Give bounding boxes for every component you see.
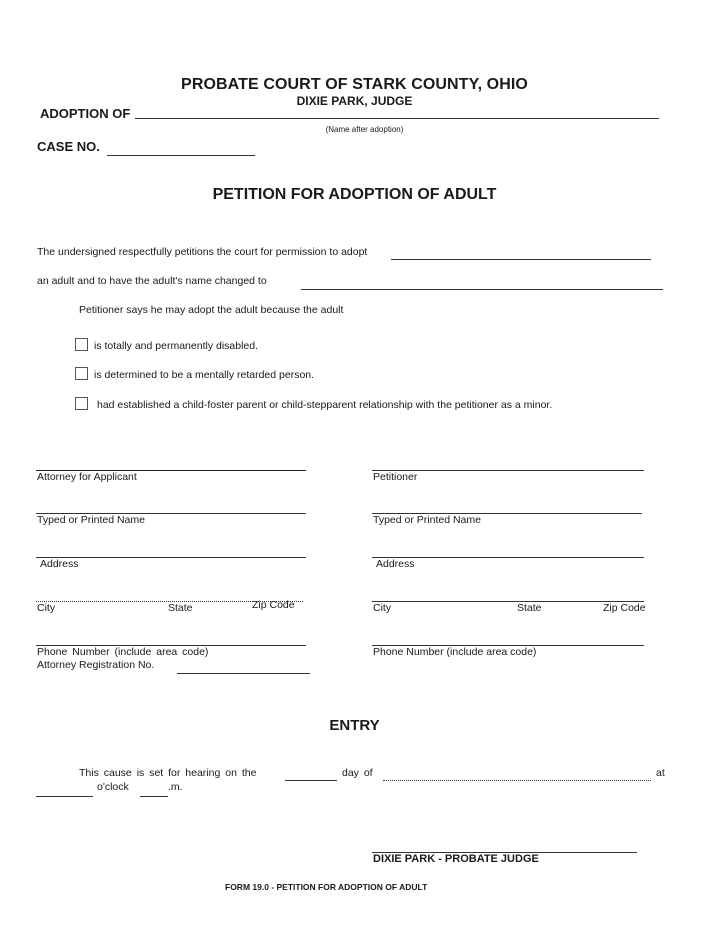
entry-ampm-field[interactable] — [141, 782, 171, 798]
attorney-zip-label: Zip Code — [252, 599, 295, 611]
petitioner-state-label: State — [517, 602, 542, 614]
entry-m-text: .m. — [168, 781, 183, 793]
reason-2-label: is determined to be a mentally retarded person. — [94, 369, 315, 381]
petitioner-city-label: City — [373, 602, 392, 614]
reason-intro: Petitioner says he may adopt the adult because the adult — [79, 304, 344, 316]
reason-3-checkbox[interactable] — [75, 397, 88, 410]
attorney-address-label: Address — [40, 558, 79, 570]
petitioner-name-label: Typed or Printed Name — [373, 514, 481, 526]
adoption-of-field[interactable] — [137, 103, 661, 119]
reason-1-checkbox[interactable] — [75, 338, 88, 351]
attorney-city-label: City — [37, 602, 56, 614]
form-footer: FORM 19.0 - PETITION FOR ADOPTION OF ADULT — [225, 882, 428, 892]
case-no-label: CASE NO. — [37, 139, 100, 154]
name-after-adoption-note: (Name after adoption) — [325, 125, 404, 134]
petition-line-2: an adult and to have the adult's name changed to — [37, 275, 267, 287]
entry-oclock-text: o'clock — [97, 781, 129, 793]
petition-title: PETITION FOR ADOPTION OF ADULT — [212, 186, 497, 203]
petitioner-signature-label: Petitioner — [373, 471, 418, 483]
judge-subtitle: DIXIE PARK, JUDGE — [296, 94, 413, 108]
attorney-state-label: State — [168, 602, 193, 614]
reason-1-label: is totally and permanently disabled. — [94, 340, 259, 352]
petition-line-1: The undersigned respectfully petitions the court for permission to adopt — [37, 246, 368, 258]
entry-day-field[interactable] — [286, 766, 340, 782]
attorney-registration-label: Attorney Registration No. — [37, 659, 155, 671]
entry-time-field[interactable] — [37, 782, 96, 798]
new-name-field[interactable] — [303, 274, 665, 290]
reason-3-label: had established a child-foster parent or child-stepparent relationship with the petitioner as a minor. — [97, 399, 553, 411]
petitioner-phone-label: Phone Number (include area code) — [373, 646, 537, 658]
petitioner-address-label: Address — [376, 558, 415, 570]
reason-2-checkbox[interactable] — [75, 367, 88, 380]
entry-day-of-text: day of — [342, 767, 373, 779]
entry-hearing-text: This cause is set for hearing on the — [79, 767, 257, 779]
entry-title: ENTRY — [329, 717, 380, 734]
entry-month-field[interactable] — [384, 766, 654, 782]
judge-signature-label: DIXIE PARK - PROBATE JUDGE — [373, 853, 539, 865]
attorney-name-label: Typed or Printed Name — [37, 514, 145, 526]
attorney-signature-label: Attorney for Applicant — [37, 471, 137, 483]
adoptee-name-field[interactable] — [393, 244, 653, 260]
attorney-registration-line[interactable] — [177, 673, 310, 674]
case-no-field[interactable] — [109, 140, 257, 156]
court-title: PROBATE COURT OF STARK COUNTY, OHIO — [181, 76, 528, 93]
entry-at-text: at — [656, 767, 665, 779]
adoption-of-label: ADOPTION OF — [40, 106, 131, 121]
attorney-phone-label: Phone Number (include area code) — [37, 646, 209, 658]
petitioner-zip-label: Zip Code — [603, 602, 646, 614]
